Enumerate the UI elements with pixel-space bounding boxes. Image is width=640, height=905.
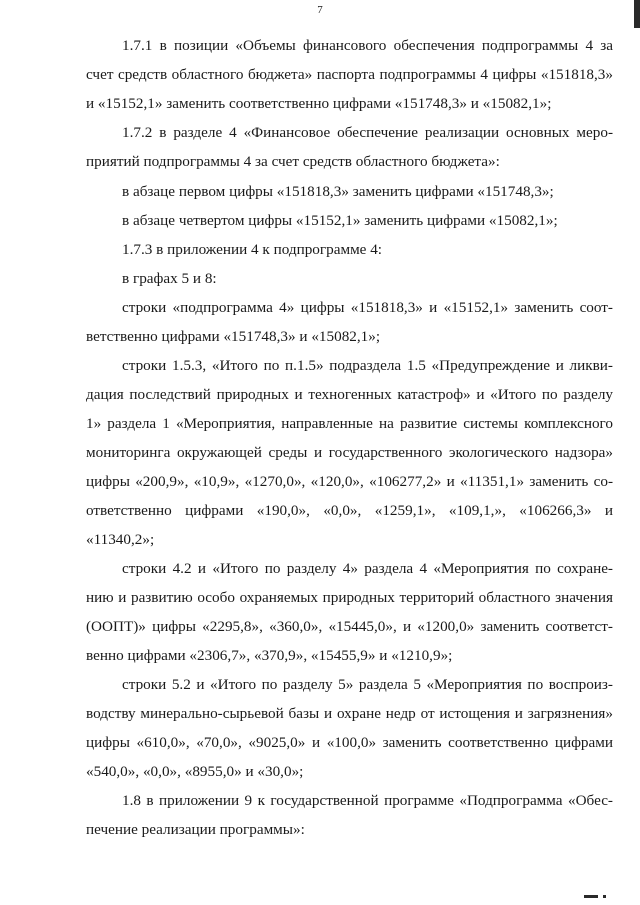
text-line: строки 1.5.3, «Итого по п.1.5» подраздела 1.5 «Предупреждение и ликви-: [122, 357, 613, 374]
text-line: 1.8 в приложении 9 к государственной программе «Подпрограмма «Обес-: [122, 792, 613, 809]
text-line: дация последствий природных и техногенных катастроф» и «Итого по разделу: [86, 386, 613, 403]
text-line: нию и развитию особо охраняемых природных территорий областного значения: [86, 589, 613, 606]
text-line: венно цифрами «2306,7», «370,9», «15455,9» и «1210,9»;: [86, 647, 453, 664]
text-line: в графах 5 и 8:: [122, 270, 217, 287]
text-line: 1» раздела 1 «Мероприятия, направленные на развитие системы комплексного: [86, 415, 613, 432]
text-line: приятий подпрограммы 4 за счет средств областного бюджета»:: [86, 153, 500, 170]
text-line: водству минерально-сырьевой базы и охране недр от истощения и загрязнения»: [86, 705, 613, 722]
text-line: счет средств областного бюджета» паспорта подпрограммы 4 цифры «151818,3»: [86, 66, 613, 83]
text-line: строки 4.2 и «Итого по разделу 4» раздела 4 «Мероприятия по сохране-: [122, 560, 613, 577]
text-line: «540,0», «0,0», «8955,0» и «30,0»;: [86, 763, 304, 780]
text-line: цифры «200,9», «10,9», «1270,0», «120,0», «106277,2» и «11351,1» заменить со-: [86, 473, 613, 490]
text-line: мониторинга окружающей среды и государственного экологического надзора»: [86, 444, 613, 461]
page-number: 7: [317, 4, 323, 16]
text-line: цифры «610,0», «70,0», «9025,0» и «100,0» заменить соответственно цифрами: [86, 734, 613, 751]
text-line: 1.7.3 в приложении 4 к подпрограмме 4:: [122, 241, 383, 258]
text-line: 1.7.1 в позиции «Объемы финансового обеспечения подпрограммы 4 за: [122, 37, 613, 54]
text-line: печение реализации программы»:: [86, 821, 305, 838]
text-line: ответственно цифрами «190,0», «0,0», «1259,1», «109,1,», «106266,3» и: [86, 502, 613, 519]
text-line: 1.7.2 в разделе 4 «Финансовое обеспечение реализации основных меро-: [122, 124, 613, 141]
text-line: в абзаце четвертом цифры «15152,1» заменить цифрами «15082,1»;: [122, 212, 558, 229]
scan-edge-mark: [603, 895, 606, 898]
text-line: строки «подпрограмма 4» цифры «151818,3» и «15152,1» заменить соот-: [122, 299, 613, 316]
text-line: и «15152,1» заменить соответственно цифрами «151748,3» и «15082,1»;: [86, 95, 552, 112]
text-line: в абзаце первом цифры «151818,3» заменить цифрами «151748,3»;: [122, 183, 554, 200]
text-line: «11340,2»;: [86, 531, 155, 548]
text-line: ветственно цифрами «151748,3» и «15082,1»;: [86, 328, 381, 345]
text-line: строки 5.2 и «Итого по разделу 5» раздела 5 «Мероприятия по воспроиз-: [122, 676, 613, 693]
text-line: (ООПТ)» цифры «2295,8», «360,0», «15445,0», и «1200,0» заменить соответст-: [86, 618, 613, 635]
scan-edge-mark: [584, 895, 598, 898]
